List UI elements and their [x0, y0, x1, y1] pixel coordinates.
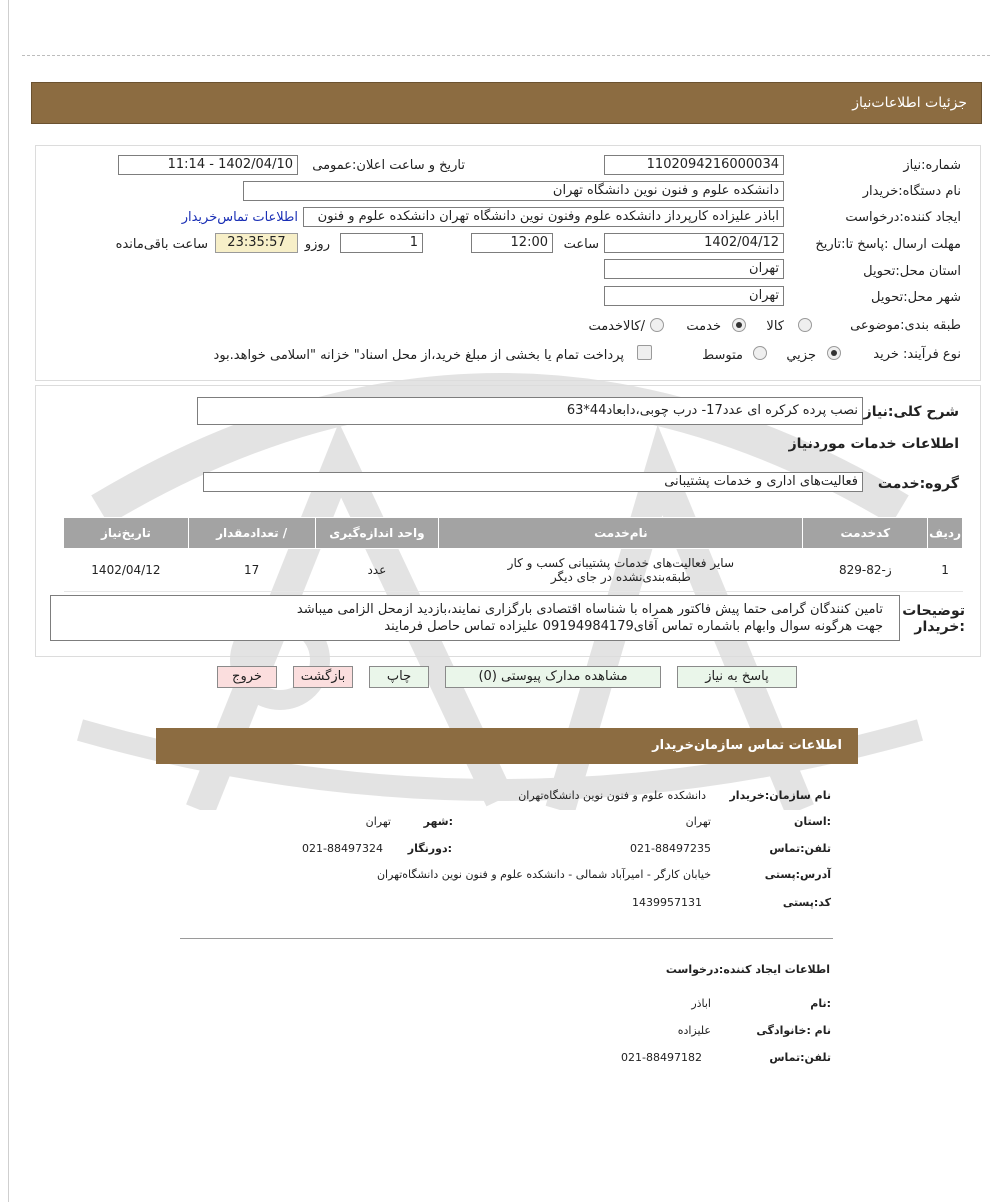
contact-section-title: اطلاعات تماس سازمان‌خریدار [652, 738, 842, 753]
contact-province-value: تهران [685, 815, 711, 828]
process-option-medium: متوسط [702, 348, 743, 363]
contact-phone-label: تلفن:تماس [769, 842, 831, 855]
city-label: شهر محل:تحویل [871, 290, 961, 305]
org-label: نام سازمان:خریدار [729, 789, 831, 802]
service-code-cell: ز-82-829 [803, 549, 928, 592]
city-field[interactable]: تهران [604, 286, 784, 306]
page-header-bar [31, 82, 982, 124]
service-group-label: گروه:خدمت [877, 476, 959, 492]
services-title: اطلاعات خدمات موردنیاز [788, 436, 959, 452]
deadline-label: مهلت ارسال :پاسخ تا:تاریخ [815, 237, 961, 252]
category-option-goods-service: /کالاخدمت [588, 319, 645, 334]
buyer-label: نام دستگاه:خریدار [862, 184, 961, 199]
exit-button[interactable]: خروج [217, 666, 277, 688]
province-field[interactable]: تهران [604, 259, 784, 279]
remaining-label: ساعت باقی‌مانده [115, 237, 208, 252]
payment-note: پرداخت تمام یا بخشی از مبلغ خرید،از محل اسناد" خزانه "اسلامی خواهد.بود [213, 348, 624, 363]
contact-postal-label: کد:پستی [782, 896, 831, 909]
payment-checkbox[interactable] [637, 345, 652, 360]
contact-fax-value: 021-88497324 [302, 842, 383, 855]
back-button[interactable]: بازگشت [293, 666, 353, 688]
page-header-title: جزئیات اطلاعات‌نیاز [852, 95, 967, 111]
process-option-minor: جزيي [786, 348, 816, 363]
buyer-notes-label: توضیحات :خریدار [902, 603, 965, 635]
requester-family-label: نام :خانوادگی [756, 1024, 831, 1037]
creator-field[interactable]: اباذر علیزاده کارپرداز دانشکده علوم وفنون نوین دانشگاه تهران دانشکده علوم و فنون [303, 207, 784, 227]
contact-divider [180, 938, 833, 939]
reply-button[interactable]: پاسخ به نیاز [677, 666, 797, 688]
process-radio-medium[interactable] [753, 346, 767, 360]
contact-postal-value: 1439957131 [632, 896, 702, 909]
contact-phone-value: 021-88497235 [630, 842, 711, 855]
contact-fax-label: :دورنگار [407, 842, 452, 855]
deadline-time-field[interactable]: 12:00 [471, 233, 553, 253]
col-qty-header: / تعدادمقدار [188, 518, 315, 549]
buyer-notes-field [50, 595, 900, 641]
buyer-contact-link[interactable]: اطلاعات تماس‌خریدار [181, 210, 298, 225]
contact-address-value: خیابان کارگر - امیرآباد شمالی - دانشکده علوم و فنون نوین دانشگاه‌تهران [376, 868, 711, 881]
left-border-line [8, 0, 9, 1202]
announce-datetime-field[interactable]: 1402/04/10 - 11:14 [118, 155, 298, 175]
contact-city-value: تهران [365, 815, 391, 828]
deadline-time-label: ساعت [563, 237, 599, 252]
attachments-button[interactable]: مشاهده مدارک پیوستی (0) [445, 666, 661, 688]
buyer-notes-line-2: جهت هرگونه سوال وابهام باشماره تماس آقای09194984179 علیزاده تماس حاصل فرمایند [384, 619, 883, 634]
announce-label: تاریخ و ساعت اعلان:عمومی [312, 158, 465, 173]
requester-name-label: :نام [810, 997, 831, 1010]
summary-field[interactable]: نصب پرده کرکره ای عدد17- درب چوبی،دابعاد44*63 [197, 397, 863, 425]
need-number-label: شماره:نیاز [903, 158, 961, 173]
summary-label: شرح کلی:نیاز [863, 404, 959, 420]
days-label: روزو [304, 237, 330, 252]
table-row [64, 549, 963, 592]
col-name-header: نام‌خدمت [439, 518, 803, 549]
category-label: طبقه بندی:موضوعی [850, 318, 961, 333]
process-label: نوع فرآیند: خرید [873, 347, 961, 362]
row-number-cell: 1 [928, 549, 963, 592]
top-divider [22, 55, 990, 56]
contact-section-header [156, 728, 858, 764]
unit-cell: عدد [315, 549, 439, 592]
quantity-cell: 17 [188, 549, 315, 592]
requester-name-value: اباذر [691, 997, 711, 1010]
days-field[interactable]: 1 [340, 233, 423, 253]
remaining-timer: 23:35:57 [215, 233, 298, 253]
province-label: استان محل:تحویل [863, 264, 961, 279]
contact-province-label: :استان [794, 815, 831, 828]
col-unit-header: واحد اندازه‌گیری [315, 518, 439, 549]
requester-title: اطلاعات ایجاد کننده:درخواست [665, 963, 830, 976]
category-radio-service[interactable] [732, 318, 746, 332]
need-number-field[interactable]: 1102094216000034 [604, 155, 784, 175]
creator-label: ایجاد کننده:درخواست [845, 210, 961, 225]
table-header-row [64, 518, 963, 549]
requester-family-value: علیزاده [677, 1024, 711, 1037]
buyer-notes-line-1: تامین کنندگان گرامی حتما پیش فاکتور همراه با شناساه اقتصادی بارگزاری نمایند،بازدید ازمحل الزامی میباشد [296, 602, 883, 617]
contact-city-label: :شهر [423, 815, 453, 828]
col-row-header: ردیف [928, 518, 963, 549]
requester-phone-label: تلفن:تماس [769, 1051, 831, 1064]
category-radio-goods-service[interactable] [650, 318, 664, 332]
col-code-header: کدخدمت [803, 518, 928, 549]
col-date-header: تاریخ‌نیاز [64, 518, 189, 549]
category-radio-goods[interactable] [798, 318, 812, 332]
service-group-field[interactable]: فعالیت‌های اداری و خدمات پشتیبانی [203, 472, 863, 492]
deadline-date-field[interactable]: 1402/04/12 [604, 233, 784, 253]
requester-phone-value: 021-88497182 [621, 1051, 702, 1064]
process-radio-minor[interactable] [827, 346, 841, 360]
print-button[interactable]: چاپ [369, 666, 429, 688]
contact-address-label: آدرس:پستی [764, 868, 831, 881]
need-date-cell: 1402/04/12 [64, 549, 189, 592]
category-option-service: خدمت [686, 319, 721, 334]
buyer-field[interactable]: دانشکده علوم و فنون نوین دانشگاه تهران [243, 181, 784, 201]
service-name-cell: سایر فعالیت‌های خدمات پشتیبانی کسب و کار طبقه‌بندی‌نشده در جای دیگر [439, 549, 803, 592]
service-items-table [63, 517, 963, 592]
category-option-goods: کالا [766, 319, 784, 334]
org-value: دانشکده علوم و فنون نوین دانشگاه‌تهران [518, 789, 706, 802]
